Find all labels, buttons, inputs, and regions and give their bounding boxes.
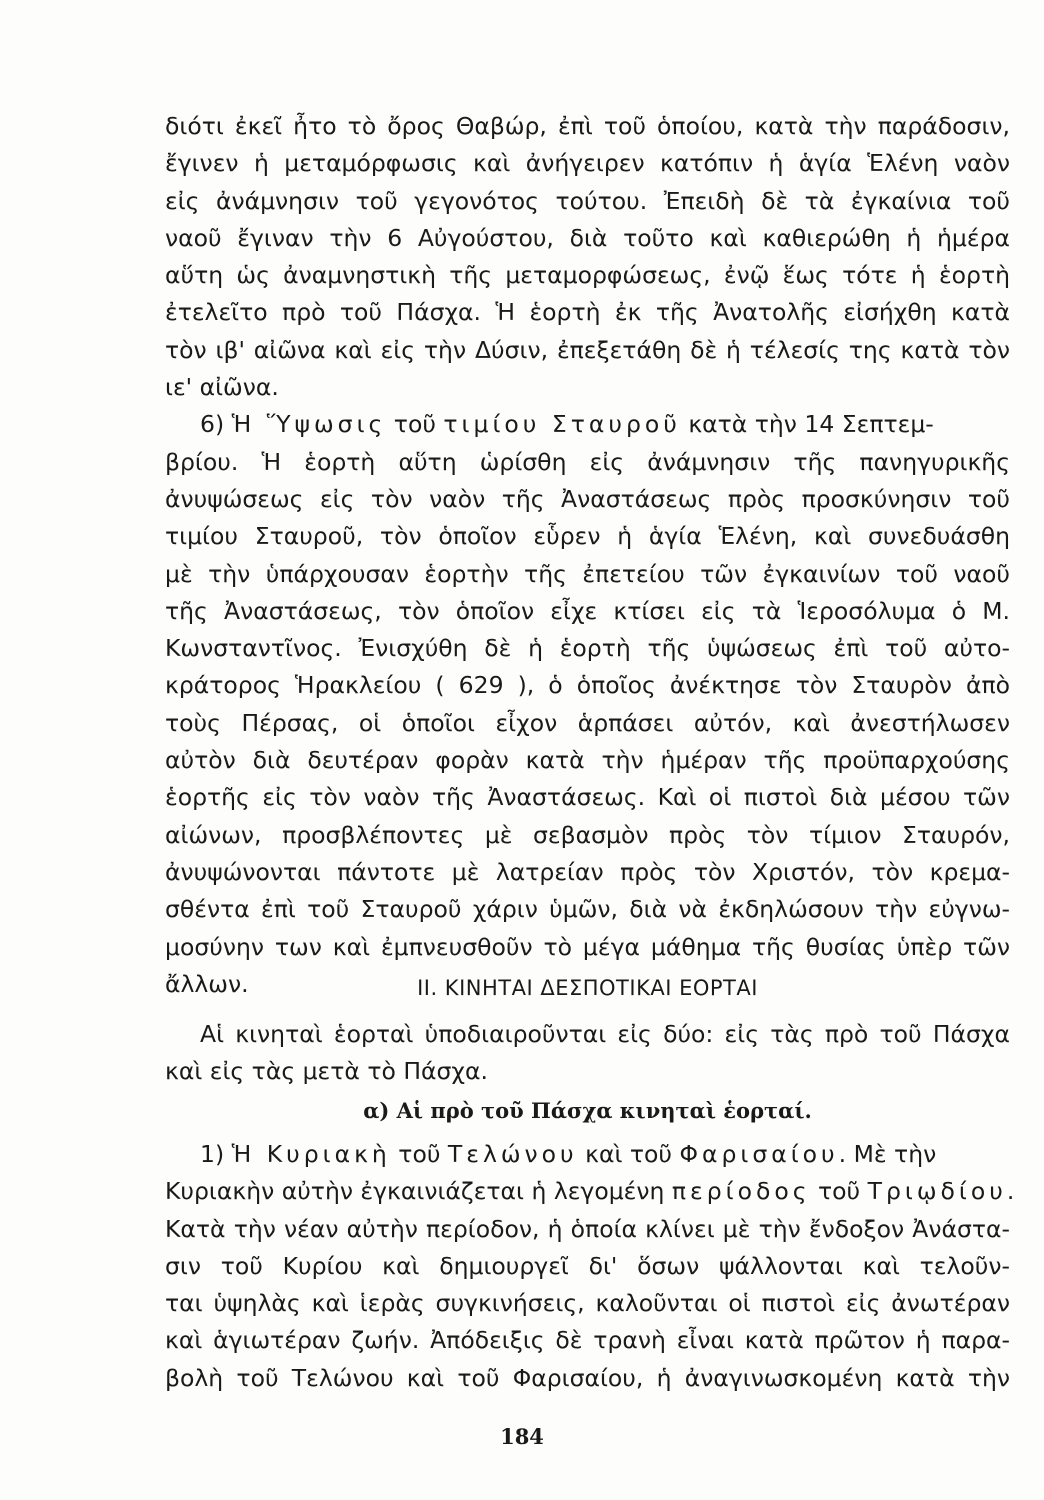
text-line: εἰς ἀνάμνησιν τοῦ γεγονότος τούτου. Ἐπειδὴ δὲ τὰ ἐγκαίνια τοῦ (165, 186, 1010, 215)
text-line: ἀνυψώσεως εἰς τὸν ναὸν τῆς Ἀναστάσεως πρὸς προσκύνησιν τοῦ (165, 484, 1010, 513)
text-line: ἄλλων. (165, 969, 249, 998)
text-line: σθέντα ἐπὶ τοῦ Σταυροῦ χάριν ὑμῶν, διὰ νὰ ἐκδηλώσουν τὴν εὐγνω- (165, 895, 1010, 924)
text-line: αὐτὸν διὰ δευτέραν φορὰν κατὰ τὴν ἡμέραν τῆς προϋπαρχούσης (165, 746, 1010, 775)
text-line: τιμίου Σταυροῦ, τὸν ὁποῖον εὗρεν ἡ ἁγία Ἑλένη, καὶ συνεδυάσθη (165, 522, 1010, 551)
body-text-lower (165, 1136, 1015, 1397)
text-line: ιε' αἰῶνα. (165, 373, 279, 402)
text-line: αἰώνων, προσβλέποντες μὲ σεβασμὸν πρὸς τὸν τίμιον Σταυρόν, (165, 820, 1010, 849)
feast-title: Ἡ Κυριακὴ (231, 1140, 391, 1168)
text-line: σιν τοῦ Κυρίου καὶ δημιουργεῖ δι' ὅσων ψάλλονται καὶ τελοῦν- (165, 1251, 1010, 1280)
text-line: ἑορτῆς εἰς τὸν ναὸν τῆς Ἀναστάσεως. Καὶ οἱ πιστοὶ διὰ μέσου τῶν (165, 783, 1010, 812)
text-line: καὶ εἰς τὰς μετὰ τὸ Πάσχα. (165, 1057, 488, 1086)
text-line: διότι ἐκεῖ ἦτο τὸ ὄρος Θαβώρ, ἐπὶ τοῦ ὁποίου, κατὰ τὴν παράδοσιν, (165, 112, 1010, 140)
text-line: αὕτη ὡς ἀναμνηστικὴ τῆς μεταμορφώσεως, ἐνῷ ἕως τότε ἡ ἑορτὴ (165, 261, 1010, 290)
text-line: Κατὰ τὴν νέαν αὐτὴν περίοδον, ἡ ὁποία κλίνει μὲ τὴν ἔνδοξον Ἀνάστα- (165, 1214, 1010, 1243)
text-line: ἐτελεῖτο πρὸ τοῦ Πάσχα. Ἡ ἑορτὴ ἐκ τῆς Ἀνατολῆς εἰσήχθη κατὰ (165, 298, 1010, 327)
body-text-upper (165, 108, 1010, 1003)
text-line: τῆς Ἀναστάσεως, τὸν ὁποῖον εἶχε κτίσει εἰς τὰ Ἱεροσόλυμα ὁ Μ. (165, 596, 1010, 625)
text-line: βολὴ τοῦ Τελώνου καὶ τοῦ Φαρισαίου, ἡ ἀναγινωσκομένη κατὰ τὴν (165, 1363, 1010, 1392)
body-text-movable-feasts (165, 1016, 1010, 1091)
feast-heading-line: 1) Ἡ Κυριακὴ τοῦ Τελώνου καὶ τοῦ Φαρισαίου. Μὲ τὴν (200, 1140, 937, 1168)
feast-heading-line: 6) Ἡ Ὕψωσις τοῦ τιμίου Σταυροῦ κατὰ τὴν 14 Σεπτεμ- (200, 410, 934, 439)
text-line: Κωνσταντῖνος. Ἐνισχύθη δὲ ἡ ἑορτὴ τῆς ὑψώσεως ἐπὶ τοῦ αὐτο- (165, 634, 1010, 663)
text-line: μὲ τὴν ὑπάρχουσαν ἑορτὴν τῆς ἐπετείου τῶν ἐγκαινίων τοῦ ναοῦ (165, 559, 1010, 588)
page-number: 184 (500, 1424, 544, 1449)
feast-title-2: Τελώνου (447, 1140, 578, 1168)
section-heading: II. ΚΙΝΗΤΑΙ ΔΕΣΠΟΤΙΚΑΙ ΕΟΡΤΑΙ (417, 976, 758, 1000)
text-line: καὶ ἁγιωτέραν ζωήν. Ἀπόδειξις δὲ τρανὴ εἶναι κατὰ πρῶτον ἡ παρα- (165, 1326, 1010, 1355)
text-line: βρίου. Ἡ ἑορτὴ αὕτη ὡρίσθη εἰς ἀνάμνησιν τῆς πανηγυρικῆς (165, 447, 1010, 476)
text-line: τὸν ιβ' αἰῶνα καὶ εἰς τὴν Δύσιν, ἐπεξετάθη δὲ ἡ τέλεσίς της κατὰ τὸν (165, 335, 1010, 364)
text-line: κράτορος Ἡρακλείου ( 629 ), ὁ ὁποῖος ἀνέκτησε τὸν Σταυρὸν ἀπὸ (165, 671, 1010, 700)
text-line: μοσύνην των καὶ ἐμπνευσθοῦν τὸ μέγα μάθημα τῆς θυσίας ὑπὲρ τῶν (165, 932, 1010, 961)
feast-title: Ἡ Ὕψωσις (231, 410, 387, 439)
text-line: Αἱ κινηταὶ ἑορταὶ ὑποδιαιροῦνται εἰς δύο: εἰς τὰς πρὸ τοῦ Πάσχα (200, 1020, 1010, 1048)
text-line: ἔγινεν ἡ μεταμόρφωσις καὶ ἀνήγειρεν κατόπιν ἡ ἁγία Ἑλένη ναὸν (165, 149, 1010, 178)
text-line: ναοῦ ἔγιναν τὴν 6 Αὐγούστου, διὰ τοῦτο καὶ καθιερώθη ἡ ἡμέρα (165, 223, 1010, 252)
text-line: τοὺς Πέρσας, οἱ ὁποῖοι εἶχον ἁρπάσει αὐτόν, καὶ ἀνεστήλωσεν (165, 708, 1010, 737)
text-line: ἀνυψώνονται πάντοτε μὲ λατρείαν πρὸς τὸν Χριστόν, τὸν κρεμα- (165, 857, 1010, 886)
text-line: Κυριακὴν αὐτὴν ἐγκαινιάζεται ἡ λεγομένη περίοδος τοῦ Τριῳδίου. (165, 1177, 1015, 1206)
feast-title-2: τιμίου Σταυροῦ (443, 410, 681, 439)
feast-title-3: Φαρισαίου (679, 1140, 839, 1168)
text-line: ται ὑψηλὰς καὶ ἱερὰς συγκινήσεις, καλοῦνται οἱ πιστοὶ εἰς ἀνωτέραν (165, 1289, 1010, 1318)
subheading: α) Αἱ πρὸ τοῦ Πάσχα κινηταὶ ἑορταί. (363, 1098, 812, 1123)
